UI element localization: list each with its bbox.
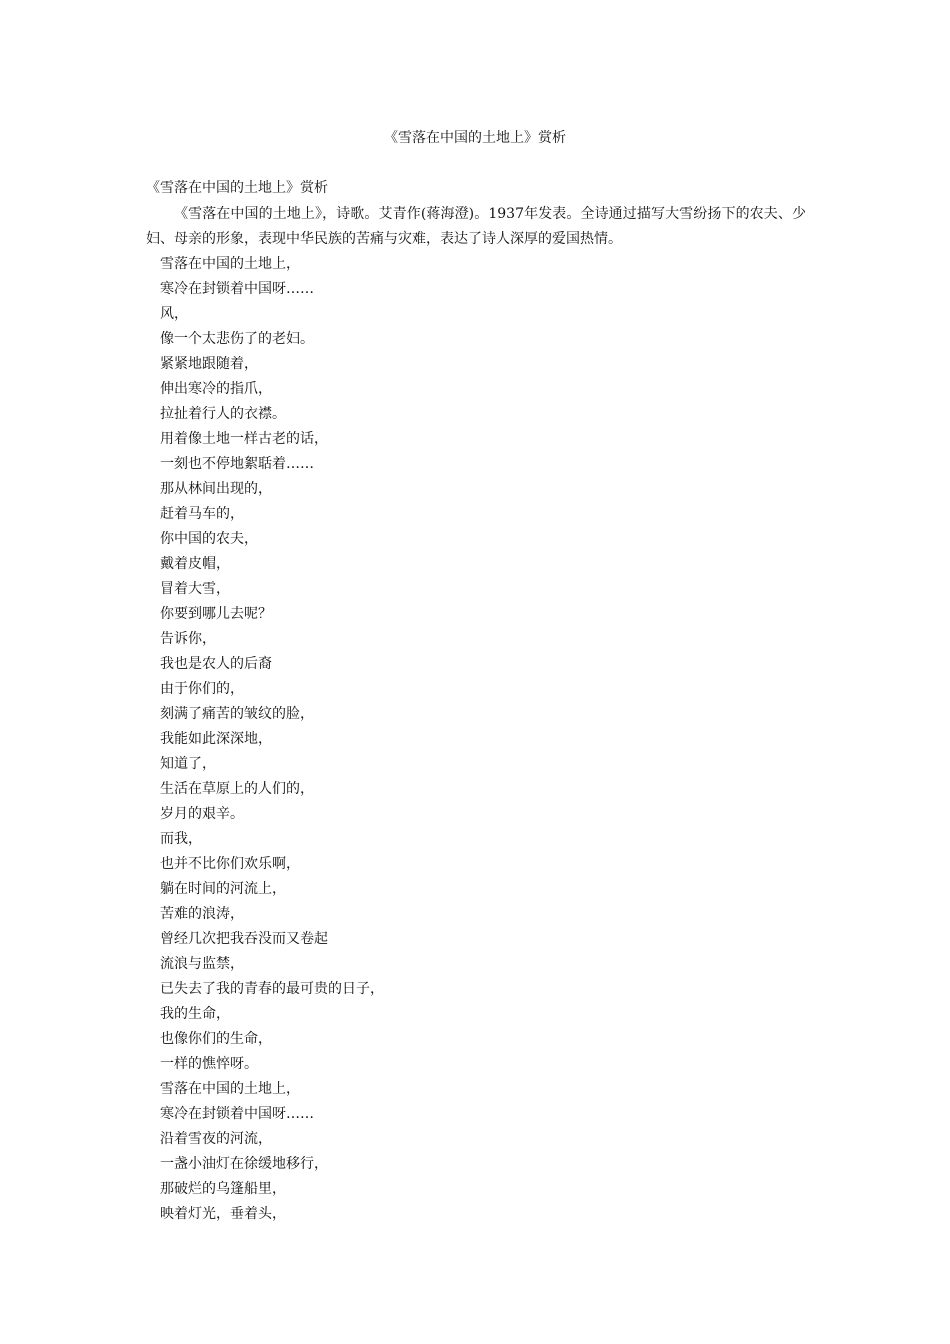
poem-line: 也像你们的生命， <box>160 1031 272 1047</box>
poem-line: 岁月的艰辛。 <box>160 806 244 822</box>
poem-line: 伸出寒冷的指爪， <box>160 381 272 397</box>
poem-line: 刻满了痛苦的皱纹的脸， <box>160 706 314 722</box>
poem-line: 那从林间出现的， <box>160 481 272 497</box>
poem-line: 用着像土地一样古老的话， <box>160 431 328 447</box>
poem-line: 你要到哪儿去呢？ <box>160 606 272 622</box>
poem-line: 而我， <box>160 831 202 847</box>
poem-line: 一盏小油灯在徐缓地移行， <box>160 1156 328 1172</box>
poem-line: 知道了， <box>160 756 216 772</box>
section-heading: 《雪落在中国的土地上》赏析 <box>146 180 328 196</box>
poem-line: 我的生命， <box>160 1006 230 1022</box>
poem-line: 雪落在中国的土地上， <box>160 1081 300 1097</box>
poem-line: 生活在草原上的人们的， <box>160 781 314 797</box>
poem-line: 由于你们的， <box>160 681 244 697</box>
poem-line: 已失去了我的青春的最可贵的日子， <box>160 981 384 997</box>
poem-line: 赶着马车的， <box>160 506 244 522</box>
document-title: 《雪落在中国的土地上》赏析 <box>384 130 566 146</box>
poem-line: 告诉你， <box>160 631 216 647</box>
poem-line: 流浪与监禁， <box>160 956 244 972</box>
poem-line: 沿着雪夜的河流， <box>160 1131 272 1147</box>
intro-paragraph: 《雪落在中国的土地上》，诗歌。艾青作(蒋海澄)。1937年发表。全诗通过描写大雪纷扬下的农夫、少妇、母亲的形象，表现中华民族的苦痛与灾难，表达了诗人深厚的爱国热情。 <box>146 206 806 247</box>
poem-line: 曾经几次把我吞没而又卷起 <box>160 931 328 947</box>
poem-line: 寒冷在封锁着中国呀…… <box>160 281 314 297</box>
poem-line: 你中国的农夫， <box>160 531 258 547</box>
poem-line: 像一个太悲伤了的老妇。 <box>160 331 314 347</box>
poem-line: 躺在时间的河流上， <box>160 881 286 897</box>
poem-line: 风， <box>160 306 188 322</box>
poem-line: 苦难的浪涛， <box>160 906 244 922</box>
poem-line: 映着灯光，垂着头， <box>160 1206 286 1222</box>
poem-line: 一样的憔悴呀。 <box>160 1056 258 1072</box>
poem-line: 一刻也不停地絮聒着…… <box>160 456 314 472</box>
poem-line: 我也是农人的后裔 <box>160 656 272 672</box>
poem-line: 寒冷在封锁着中国呀…… <box>160 1106 314 1122</box>
poem-line: 雪落在中国的土地上， <box>160 256 300 272</box>
poem-line: 我能如此深深地， <box>160 731 272 747</box>
poem-line: 拉扯着行人的衣襟。 <box>160 406 286 422</box>
poem-line: 冒着大雪， <box>160 581 230 597</box>
poem-line: 紧紧地跟随着， <box>160 356 258 372</box>
poem-lines <box>160 252 384 1227</box>
poem-line: 那破烂的乌篷船里， <box>160 1181 286 1197</box>
poem-line: 戴着皮帽， <box>160 556 230 572</box>
poem-line: 也并不比你们欢乐啊， <box>160 856 300 872</box>
